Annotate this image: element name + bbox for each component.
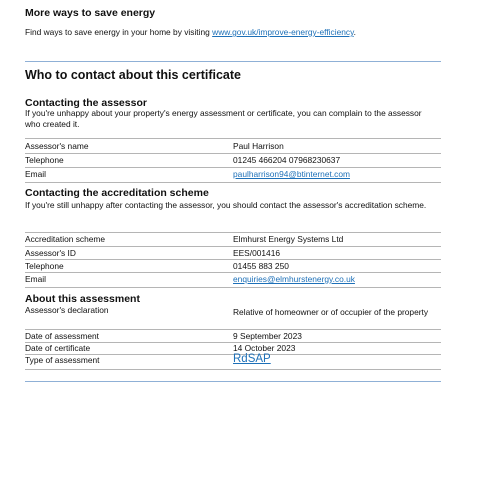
row-divider [25,182,441,183]
row-label: Assessor's declaration [25,305,109,315]
row-label: Assessor's ID [25,248,76,258]
section-divider [25,61,441,62]
row-label: Type of assessment [25,355,100,365]
save-energy-text [25,27,356,38]
row-divider [25,287,441,288]
row-divider [25,329,441,330]
row-value: 14 October 2023 [233,343,296,353]
row-divider [25,259,441,260]
row-label: Assessor's name [25,141,89,151]
save-energy-text-prefix: Find ways to save energy in your home by visiting [25,27,213,37]
row-value: 01245 466204 07968230637 [233,155,341,165]
row-divider [25,153,441,154]
row-value: Elmhurst Energy Systems Ltd [233,234,344,244]
scheme-text: If you're still unhappy after contacting the assessor, you should contact the assessor's accreditation scheme. [25,200,427,210]
improve-energy-efficiency-link[interactable]: www.gov.uk/improve-energy-efficiency [212,27,354,37]
row-label: Telephone [25,155,64,165]
row-value: Relative of homeowner or of occupier of the property [233,307,429,317]
row-value: 01455 883 250 [233,261,289,271]
row-label: Telephone [25,261,64,271]
scheme-email-link[interactable]: enquiries@elmhurstenergy.co.uk [233,274,355,284]
scheme-heading: Contacting the accreditation scheme [25,187,209,199]
section-divider [25,381,441,382]
row-label: Date of certificate [25,343,91,353]
assessor-email-link[interactable]: paulharrison94@btinternet.com [233,169,350,179]
contact-heading: Who to contact about this certificate [25,68,241,82]
row-divider [25,138,441,139]
row-divider [25,246,441,247]
row-label: Date of assessment [25,331,100,341]
row-label: Email [25,169,46,179]
row-label: Email [25,274,46,284]
row-divider [25,232,441,233]
row-divider [25,272,441,273]
assessment-heading: About this assessment [25,293,140,305]
row-value: 9 September 2023 [233,331,302,341]
rdsap-link[interactable]: RdSAP [233,353,271,365]
assessor-text: If you're unhappy about your property's energy assessment or certificate, you can complain to the assessor who created it. [25,108,422,129]
row-divider [25,369,441,370]
save-energy-text-suffix: . [353,27,356,37]
row-value: EES/001416 [233,248,281,258]
row-value: Paul Harrison [233,141,284,151]
row-divider [25,167,441,168]
row-label: Accreditation scheme [25,234,106,244]
save-energy-heading: More ways to save energy [25,7,156,19]
assessor-heading: Contacting the assessor [25,97,147,109]
